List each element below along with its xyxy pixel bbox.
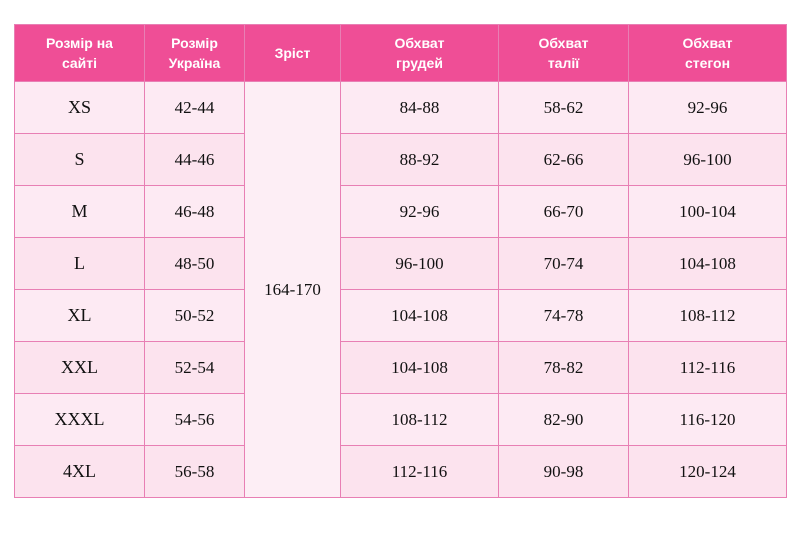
cell-site-size: L bbox=[15, 238, 145, 290]
cell-chest: 96-100 bbox=[341, 238, 499, 290]
table-row bbox=[15, 290, 787, 342]
cell-hips: 96-100 bbox=[629, 134, 787, 186]
cell-ua-size: 42-44 bbox=[145, 82, 245, 134]
cell-waist: 66-70 bbox=[499, 186, 629, 238]
cell-waist: 58-62 bbox=[499, 82, 629, 134]
column-header-height-line1: Зріст bbox=[274, 44, 311, 61]
column-header-ua-size-line2: Україна bbox=[168, 55, 221, 71]
cell-chest: 108-112 bbox=[341, 394, 499, 446]
column-header-waist-line1: Обхват bbox=[538, 34, 589, 51]
cell-waist: 90-98 bbox=[499, 446, 629, 498]
cell-waist: 62-66 bbox=[499, 134, 629, 186]
column-header-hips bbox=[629, 25, 787, 82]
cell-site-size: XL bbox=[15, 290, 145, 342]
column-header-hips-line2: стегон bbox=[684, 55, 731, 71]
cell-ua-size: 56-58 bbox=[145, 446, 245, 498]
size-table-container bbox=[14, 24, 786, 498]
table-row bbox=[15, 238, 787, 290]
cell-hips: 104-108 bbox=[629, 238, 787, 290]
cell-chest: 92-96 bbox=[341, 186, 499, 238]
table-row bbox=[15, 186, 787, 238]
cell-site-size: XS bbox=[15, 82, 145, 134]
cell-hips: 112-116 bbox=[629, 342, 787, 394]
cell-chest: 88-92 bbox=[341, 134, 499, 186]
cell-ua-size: 52-54 bbox=[145, 342, 245, 394]
cell-site-size: XXXL bbox=[15, 394, 145, 446]
cell-waist: 78-82 bbox=[499, 342, 629, 394]
cell-ua-size: 48-50 bbox=[145, 238, 245, 290]
cell-ua-size: 44-46 bbox=[145, 134, 245, 186]
cell-waist: 70-74 bbox=[499, 238, 629, 290]
column-header-chest-line1: Обхват bbox=[394, 34, 445, 51]
cell-height: 164-170 bbox=[245, 82, 341, 498]
table-body bbox=[15, 82, 787, 498]
column-header-waist-line2: талії bbox=[547, 55, 580, 71]
cell-ua-size: 54-56 bbox=[145, 394, 245, 446]
column-header-ua-size-line1: Розмір bbox=[171, 34, 218, 51]
cell-hips: 92-96 bbox=[629, 82, 787, 134]
column-header-site-size-line1: Розмір на bbox=[46, 34, 113, 51]
column-header-site-size-line2: сайті bbox=[61, 55, 98, 71]
cell-hips: 100-104 bbox=[629, 186, 787, 238]
cell-chest: 112-116 bbox=[341, 446, 499, 498]
cell-hips: 120-124 bbox=[629, 446, 787, 498]
table-row bbox=[15, 446, 787, 498]
cell-ua-size: 46-48 bbox=[145, 186, 245, 238]
table-row bbox=[15, 134, 787, 186]
cell-ua-size: 50-52 bbox=[145, 290, 245, 342]
cell-site-size: M bbox=[15, 186, 145, 238]
column-header-chest bbox=[341, 25, 499, 82]
cell-site-size: 4XL bbox=[15, 446, 145, 498]
cell-hips: 116-120 bbox=[629, 394, 787, 446]
table-header bbox=[15, 25, 787, 82]
cell-waist: 82-90 bbox=[499, 394, 629, 446]
cell-hips: 108-112 bbox=[629, 290, 787, 342]
table-row bbox=[15, 82, 787, 134]
column-header-chest-line2: грудей bbox=[396, 55, 443, 71]
column-header-height bbox=[245, 25, 341, 82]
header-row bbox=[15, 25, 787, 82]
column-header-waist bbox=[499, 25, 629, 82]
cell-chest: 104-108 bbox=[341, 342, 499, 394]
table-row bbox=[15, 394, 787, 446]
column-header-ua-size bbox=[145, 25, 245, 82]
column-header-site-size bbox=[15, 25, 145, 82]
cell-waist: 74-78 bbox=[499, 290, 629, 342]
table-row bbox=[15, 342, 787, 394]
cell-site-size: S bbox=[15, 134, 145, 186]
column-header-hips-line1: Обхват bbox=[682, 34, 733, 51]
cell-chest: 84-88 bbox=[341, 82, 499, 134]
size-chart-table bbox=[14, 24, 787, 498]
cell-site-size: XXL bbox=[15, 342, 145, 394]
cell-chest: 104-108 bbox=[341, 290, 499, 342]
